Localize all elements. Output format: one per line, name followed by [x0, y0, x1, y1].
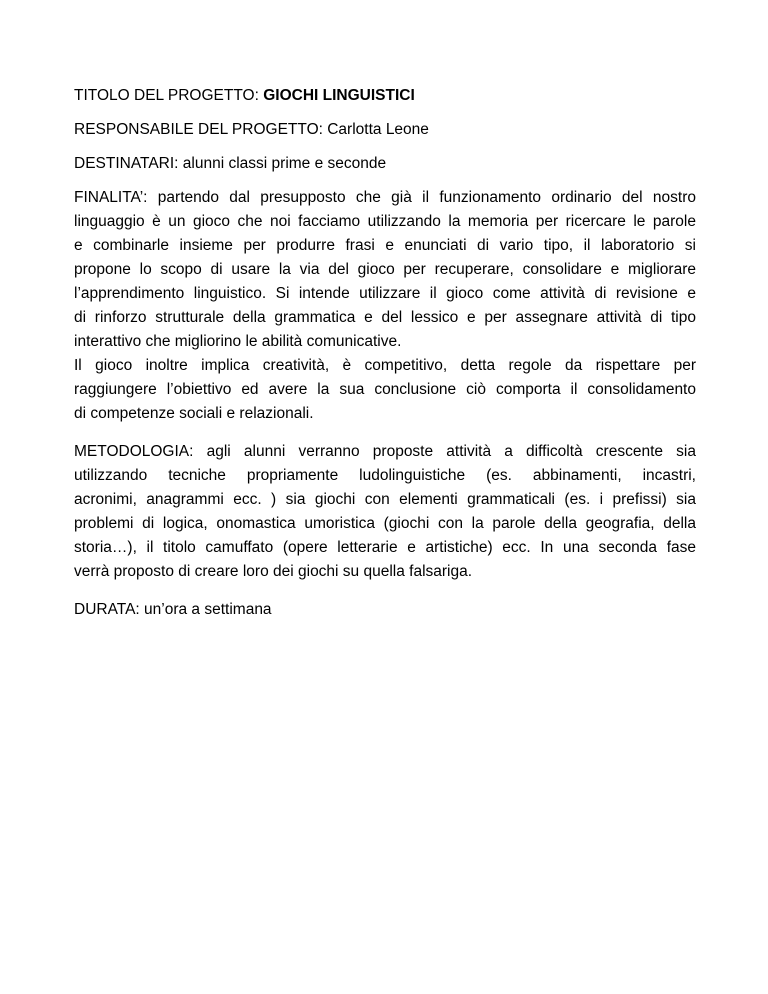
- spacer: [74, 426, 696, 440]
- finalita-line: Il gioco inoltre implica creatività, è competitivo, detta regole da rispettare per: [74, 357, 696, 374]
- metodologia-paragraph: [74, 440, 696, 584]
- durata-line: DURATA: un’ora a settimana: [74, 601, 272, 618]
- metodologia-line: acronimi, anagrammi ecc. ) sia giochi con elementi grammaticali (es. i prefissi) sia: [74, 491, 696, 508]
- finalita-line: FINALITA’: partendo dal presupposto che già il funzionamento ordinario del nostro: [74, 189, 696, 206]
- finalita-line: linguaggio è un gioco che noi facciamo utilizzando la memoria per ricercare le parole: [74, 213, 696, 230]
- project-responsible: RESPONSABILE DEL PROGETTO: Carlotta Leone: [74, 121, 429, 138]
- project-title-value: GIOCHI LINGUISTICI: [263, 87, 415, 104]
- metodologia-line: verrà proposto di creare loro dei giochi su quella falsariga.: [74, 563, 473, 580]
- project-title-label: TITOLO DEL PROGETTO:: [74, 87, 264, 104]
- finalita-line: interattivo che migliorino le abilità comunicative.: [74, 333, 402, 350]
- finalita-paragraph: [74, 186, 696, 426]
- finalita-line: raggiungere l’obiettivo ed avere la sua conclusione ciò comporta il consolidamento: [74, 381, 696, 398]
- metodologia-line: METODOLOGIA: agli alunni verranno proposte attività a difficoltà crescente sia: [74, 443, 696, 460]
- metodologia-line: utilizzando tecniche propriamente ludolinguistiche (es. abbinamenti, incastri,: [74, 467, 696, 484]
- finalita-line: di rinforzo strutturale della grammatica e del lessico e per assegnare attività di tipo: [74, 309, 696, 326]
- spacer: [74, 584, 696, 598]
- finalita-line: propone lo scopo di usare la via del gioco per recuperare, consolidare e migliorare: [74, 261, 696, 278]
- metodologia-line: problemi di logica, onomastica umoristica (giochi con la parole della geografia, della: [74, 515, 696, 532]
- document-page: [74, 84, 696, 632]
- project-title-line: [74, 84, 696, 108]
- finalita-line: l’apprendimento linguistico. Si intende utilizzare il gioco come attività di revisione e: [74, 285, 696, 302]
- project-recipients: DESTINATARI: alunni classi prime e seconde: [74, 155, 387, 172]
- finalita-line: e combinarle insieme per produrre frasi e enunciati di vario tipo, il laboratorio si: [74, 237, 696, 254]
- finalita-line: di competenze sociali e relazionali.: [74, 405, 314, 422]
- metodologia-line: storia…), il titolo camuffato (opere letterarie e artistiche) ecc. In una seconda fase: [74, 539, 696, 556]
